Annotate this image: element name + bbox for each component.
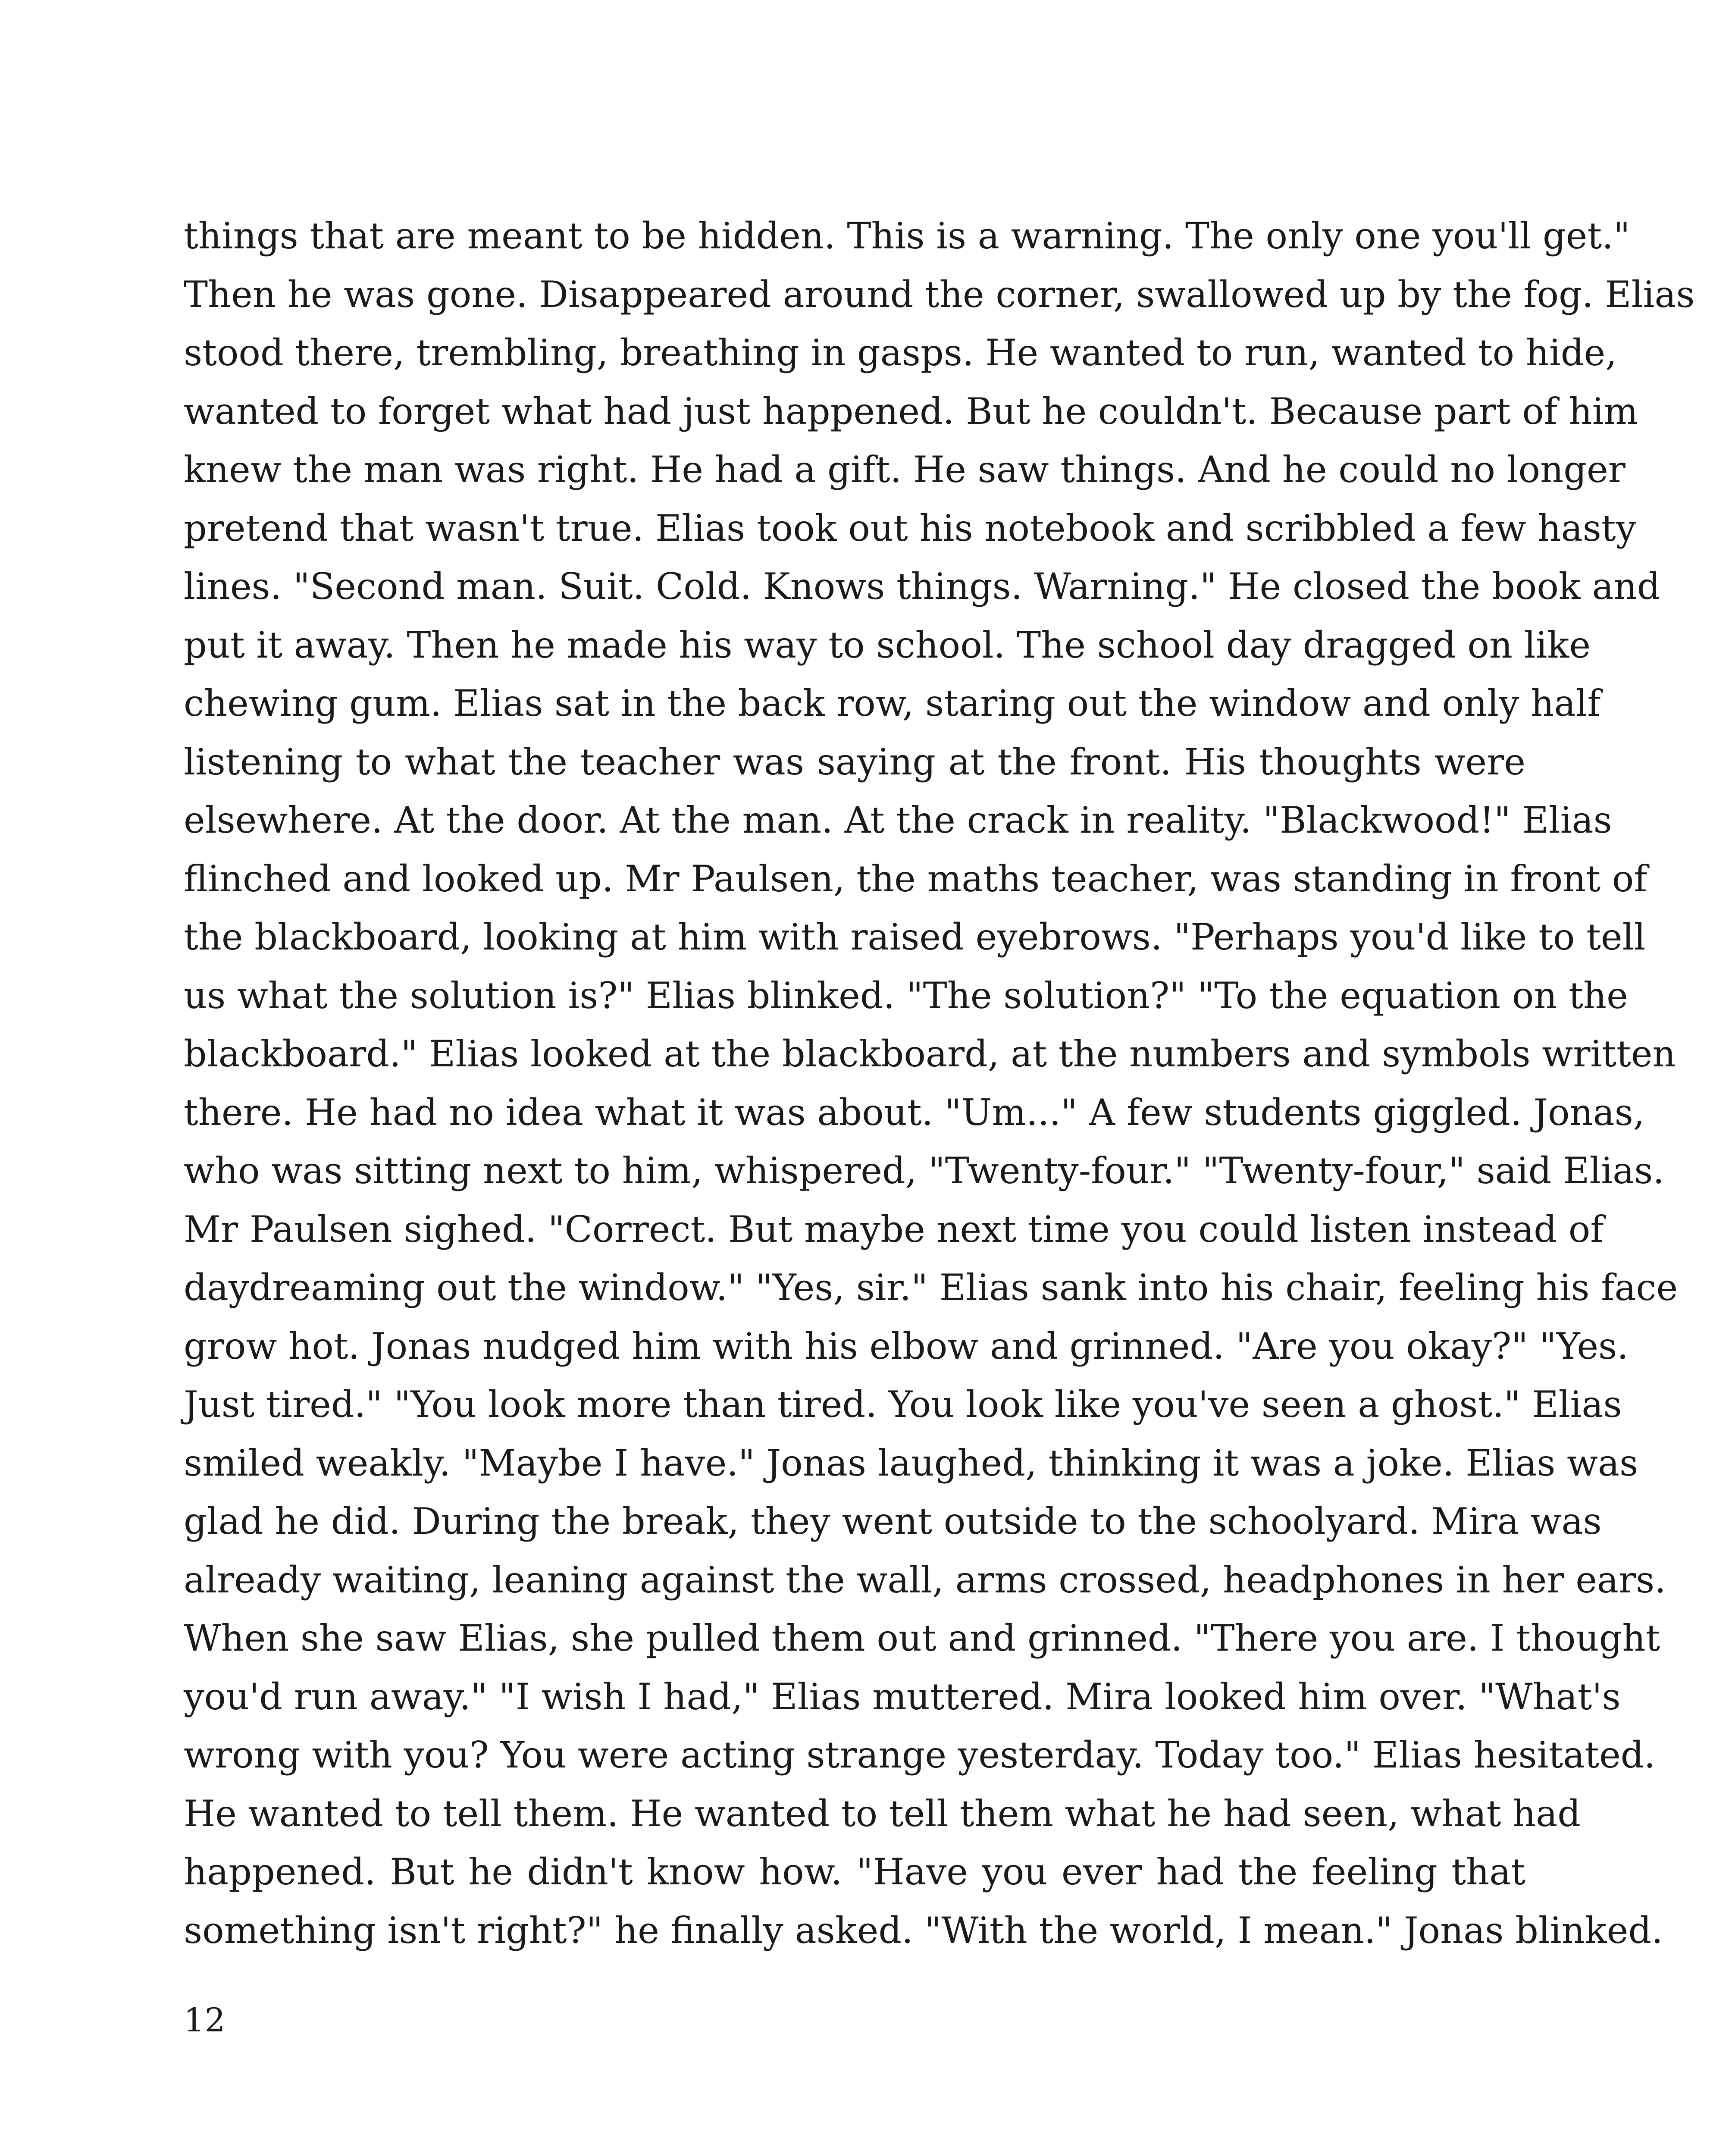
text-line: something isn't right?" he finally asked. "With the world, I mean." Jonas blinked. xyxy=(184,1909,1663,1952)
text-line: blackboard." Elias looked at the blackboard, at the numbers and symbols written xyxy=(184,1033,1676,1075)
text-line: Mr Paulsen sighed. "Correct. But maybe next time you could listen instead of xyxy=(184,1208,1604,1250)
text-line: chewing gum. Elias sat in the back row, staring out the window and only half xyxy=(184,682,1601,724)
text-line: glad he did. During the break, they went outside to the schoolyard. Mira was xyxy=(184,1500,1602,1542)
text-line: He wanted to tell them. He wanted to tell them what he had seen, what had xyxy=(184,1792,1581,1835)
text-line: the blackboard, looking at him with raised eyebrows. "Perhaps you'd like to tell xyxy=(184,916,1646,958)
text-line: knew the man was right. He had a gift. He saw things. And he could no longer xyxy=(184,448,1626,491)
text-line: us what the solution is?" Elias blinked. "The solution?" "To the equation on the xyxy=(184,974,1628,1017)
text-line: you'd run away." "I wish I had," Elias muttered. Mira looked him over. "What's xyxy=(184,1675,1621,1718)
page-number: 12 xyxy=(184,2001,226,2039)
body-text xyxy=(184,207,1695,1960)
text-line: pretend that wasn't true. Elias took out his notebook and scribbled a few hasty xyxy=(184,507,1637,549)
text-line: elsewhere. At the door. At the man. At the crack in reality. "Blackwood!" Elias xyxy=(184,799,1612,841)
text-line: put it away. Then he made his way to school. The school day dragged on like xyxy=(184,624,1591,666)
text-line: lines. "Second man. Suit. Cold. Knows things. Warning." He closed the book and xyxy=(184,565,1660,608)
text-line: grow hot. Jonas nudged him with his elbow and grinned. "Are you okay?" "Yes. xyxy=(184,1325,1629,1367)
text-line: daydreaming out the window." "Yes, sir." Elias sank into his chair, feeling his face xyxy=(184,1266,1678,1309)
text-line: already waiting, leaning against the wall, arms crossed, headphones in her ears. xyxy=(184,1558,1666,1601)
text-line: there. He had no idea what it was about. "Um..." A few students giggled. Jonas, xyxy=(184,1091,1645,1134)
text-line: things that are meant to be hidden. This is a warning. The only one you'll get." xyxy=(184,215,1630,257)
text-line: When she saw Elias, she pulled them out and grinned. "There you are. I thought xyxy=(184,1617,1660,1659)
text-line: listening to what the teacher was saying at the front. His thoughts were xyxy=(184,740,1525,783)
text-line: flinched and looked up. Mr Paulsen, the maths teacher, was standing in front of xyxy=(184,857,1647,900)
text-line: stood there, trembling, breathing in gasps. He wanted to run, wanted to hide, xyxy=(184,332,1617,374)
text-line: wrong with you? You were acting strange yesterday. Today too." Elias hesitated. xyxy=(184,1734,1656,1776)
text-line: who was sitting next to him, whispered, "Twenty-four." "Twenty-four," said Elias. xyxy=(184,1150,1665,1192)
text-line: Then he was gone. Disappeared around the corner, swallowed up by the fog. Elias xyxy=(184,273,1695,316)
text-line: smiled weakly. "Maybe I have." Jonas laughed, thinking it was a joke. Elias was xyxy=(184,1442,1638,1484)
text-line: happened. But he didn't know how. "Have you ever had the feeling that xyxy=(184,1851,1525,1893)
text-line: wanted to forget what had just happened. But he couldn't. Because part of him xyxy=(184,390,1638,432)
text-line: Just tired." "You look more than tired. You look like you've seen a ghost." Elias xyxy=(184,1383,1622,1426)
